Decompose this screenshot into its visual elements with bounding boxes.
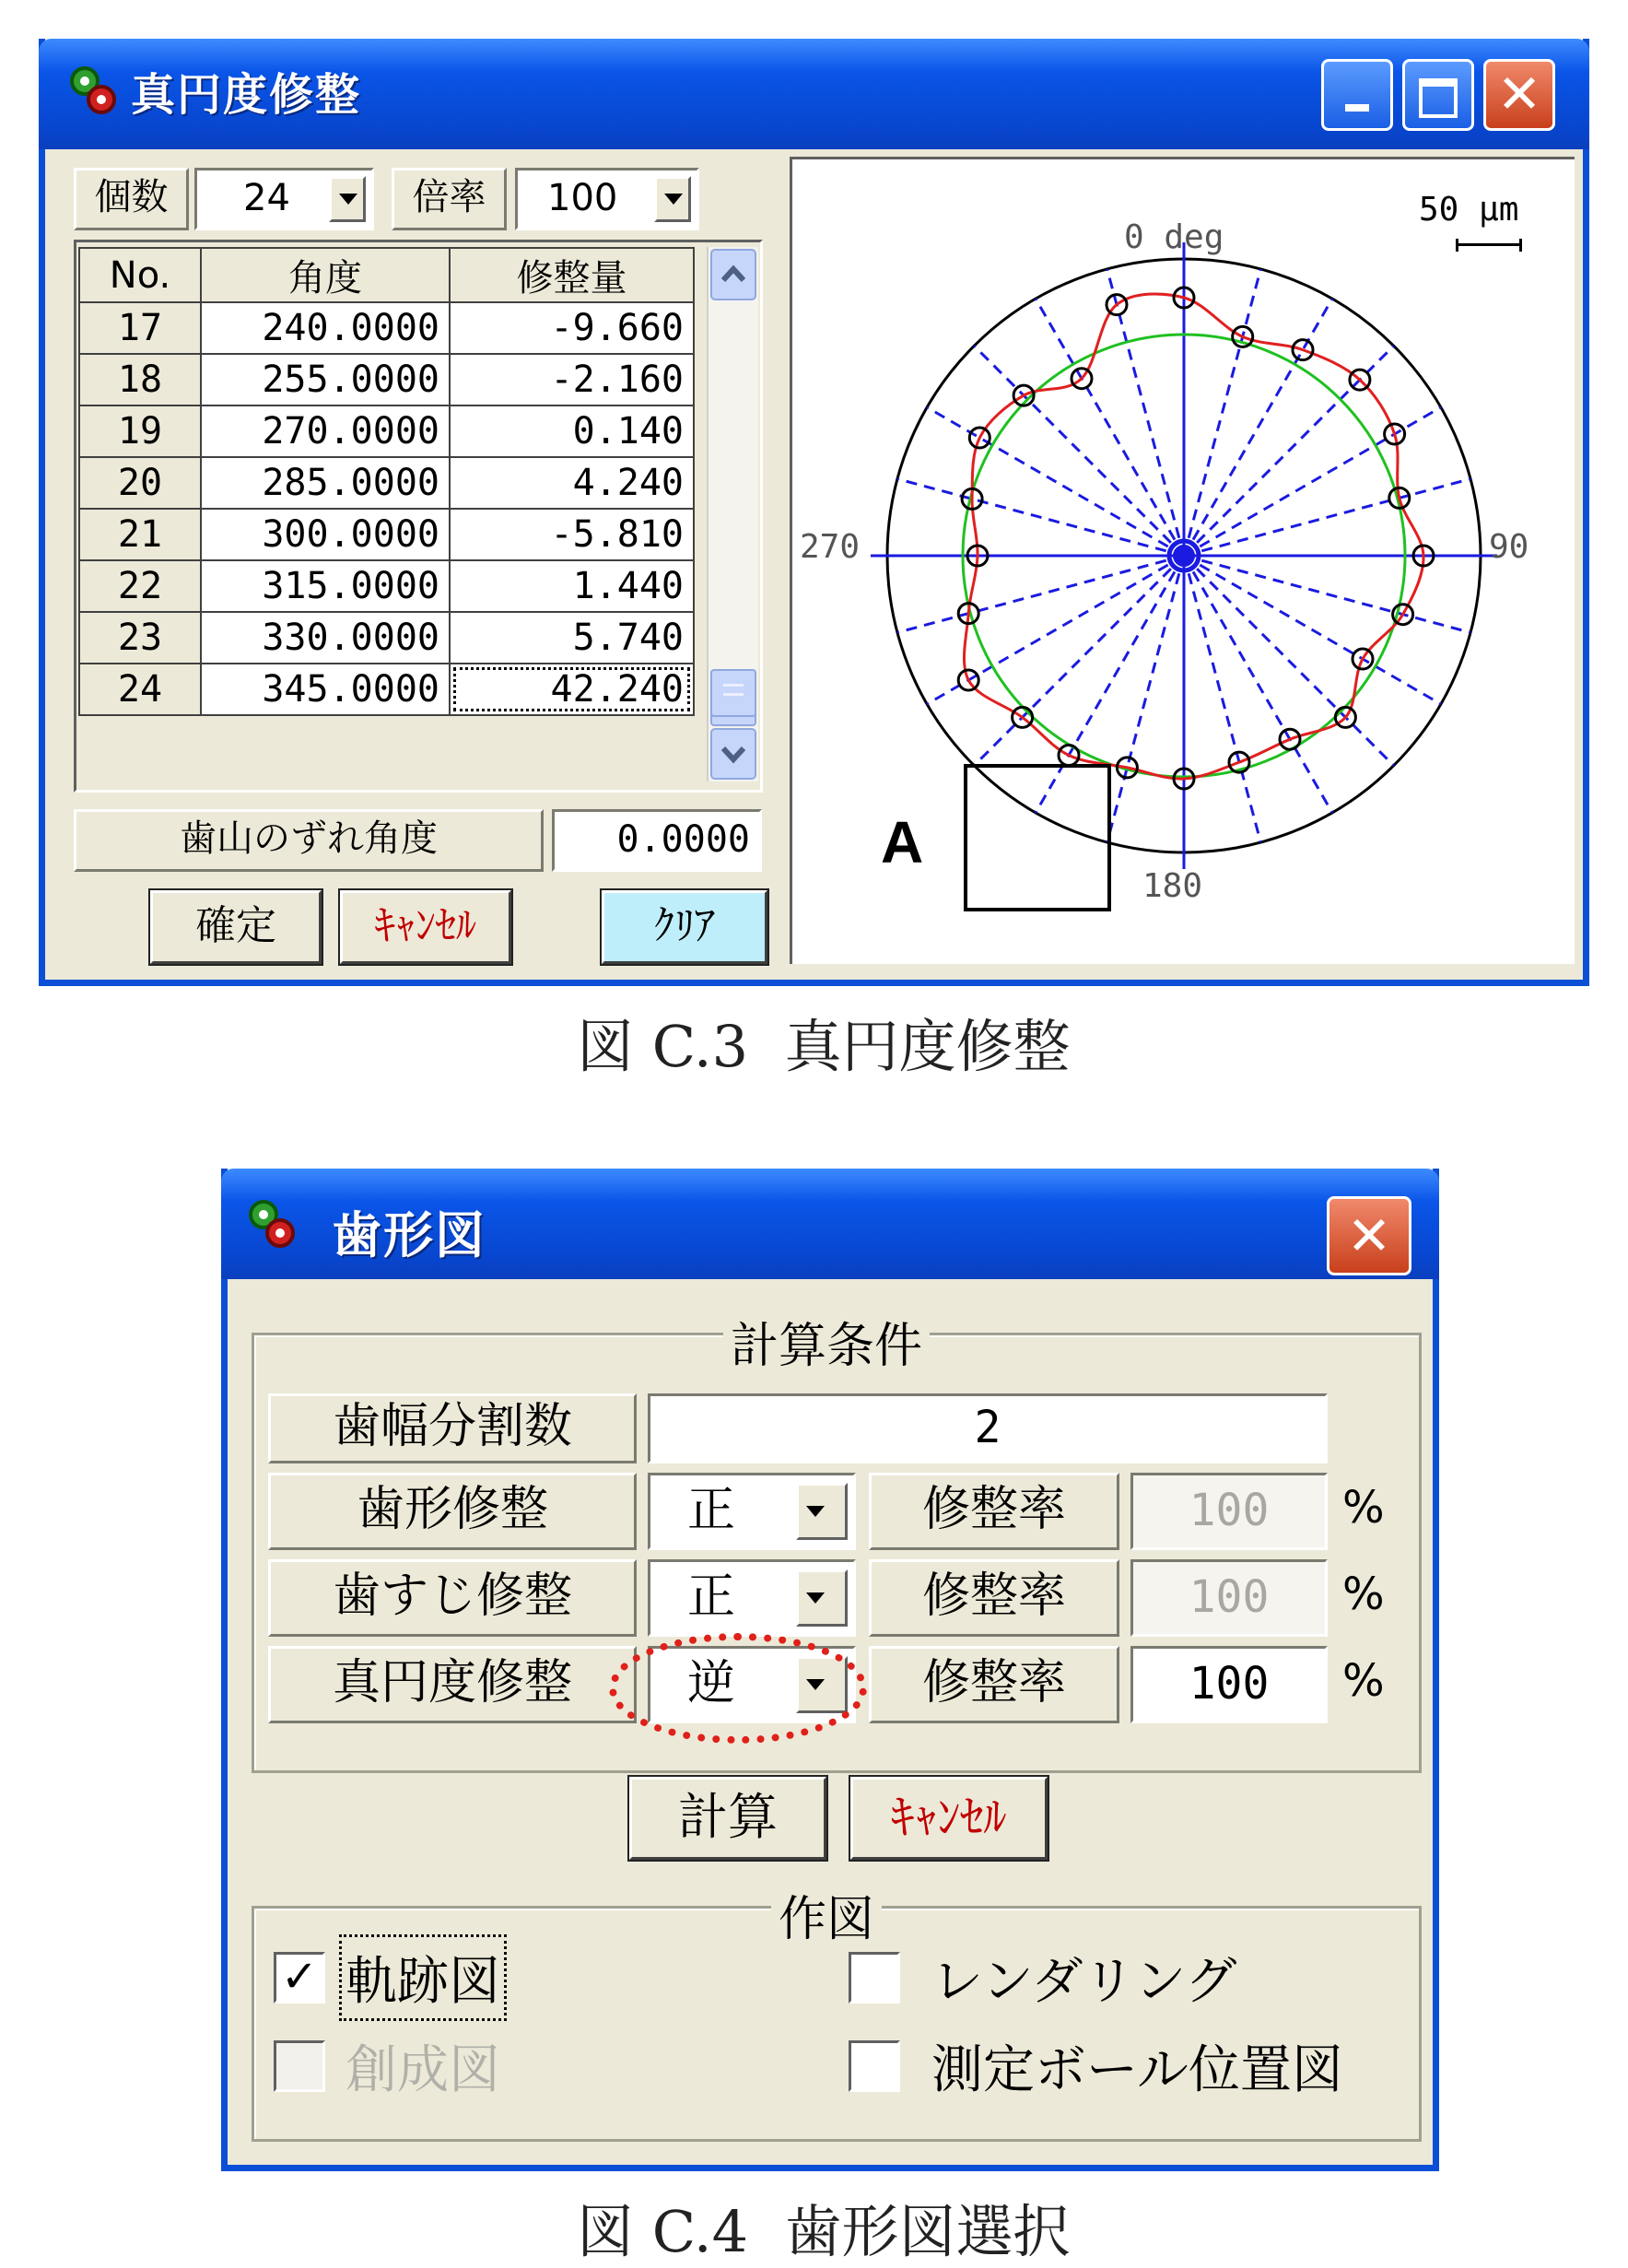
profile-rate-label: 修整率 bbox=[869, 1473, 1119, 1550]
table-row[interactable] bbox=[79, 664, 694, 715]
angle-label-right: 90 bbox=[1489, 528, 1529, 566]
radial-line bbox=[1036, 299, 1184, 556]
trace-checkbox[interactable] bbox=[274, 1952, 325, 2004]
roundness-window bbox=[39, 39, 1589, 986]
row-angle[interactable]: 300.0000 bbox=[201, 509, 450, 560]
row-angle[interactable]: 345.0000 bbox=[201, 664, 450, 715]
row-angle[interactable]: 285.0000 bbox=[201, 457, 450, 509]
clear-button[interactable]: ｸﾘｱ bbox=[602, 890, 767, 964]
close-button[interactable] bbox=[1327, 1196, 1411, 1275]
division-label: 歯幅分割数 bbox=[268, 1393, 637, 1463]
app-gear-icon bbox=[243, 1194, 299, 1253]
angle-label-bottom: 180 bbox=[1142, 867, 1203, 905]
close-icon: ✕ bbox=[1496, 63, 1542, 125]
scale-value: 100 bbox=[547, 177, 618, 219]
profile-rate-field: 100 bbox=[1130, 1473, 1328, 1550]
ball-position-checkbox[interactable] bbox=[849, 2040, 900, 2092]
close-icon: ✕ bbox=[1346, 1205, 1392, 1267]
angle-label-left: 270 bbox=[800, 528, 861, 566]
profile-correction-value: 正 bbox=[687, 1483, 736, 1538]
render-label[interactable]: レンダリング bbox=[931, 1952, 1237, 2012]
header-amount: 修整量 bbox=[450, 248, 694, 302]
angle-label-top: 0 deg bbox=[1124, 218, 1224, 256]
radial-line bbox=[897, 479, 1184, 556]
header-no: No. bbox=[79, 248, 201, 302]
radial-line bbox=[974, 346, 1184, 556]
scroll-thumb-grip bbox=[710, 669, 756, 717]
render-checkbox[interactable] bbox=[849, 1952, 900, 2004]
figure-caption-c3: 図 C.3 真円度修整 bbox=[577, 1013, 1071, 1080]
row-no: 20 bbox=[79, 457, 201, 509]
radial-line bbox=[1184, 269, 1260, 556]
row-angle[interactable]: 255.0000 bbox=[201, 354, 450, 405]
count-label: 個数 bbox=[74, 168, 189, 230]
radial-line bbox=[1184, 479, 1470, 556]
count-select[interactable] bbox=[194, 168, 374, 230]
row-amount[interactable]: -5.810 bbox=[450, 509, 694, 560]
chevron-down-icon[interactable] bbox=[329, 176, 366, 222]
profile-correction-label: 歯形修整 bbox=[268, 1473, 637, 1550]
radial-line bbox=[1184, 346, 1394, 556]
generate-label: 創成図 bbox=[346, 2040, 500, 2100]
scale-select[interactable] bbox=[515, 168, 699, 230]
maximize-button[interactable] bbox=[1402, 59, 1474, 131]
radial-line bbox=[1184, 556, 1441, 704]
table-row[interactable] bbox=[79, 457, 694, 509]
row-amount[interactable]: -2.160 bbox=[450, 354, 694, 405]
lead-rate-unit: % bbox=[1342, 1569, 1385, 1620]
close-button[interactable] bbox=[1483, 59, 1555, 131]
table-row[interactable] bbox=[79, 354, 694, 405]
row-amount[interactable]: 1.440 bbox=[450, 560, 694, 612]
minimize-icon bbox=[1345, 104, 1369, 112]
chevron-up-icon bbox=[712, 251, 755, 299]
row-angle[interactable]: 330.0000 bbox=[201, 612, 450, 664]
row-no: 21 bbox=[79, 509, 201, 560]
radial-line bbox=[897, 556, 1184, 632]
marker-label: A bbox=[881, 809, 924, 875]
header-angle: 角度 bbox=[201, 248, 450, 302]
lead-correction-label: 歯すじ修整 bbox=[268, 1559, 637, 1637]
scale-label: 倍率 bbox=[392, 168, 507, 230]
cancel-button[interactable]: ｷｬﾝｾﾙ bbox=[340, 890, 511, 964]
roundness-rate-field[interactable]: 100 bbox=[1130, 1646, 1328, 1723]
generate-checkbox bbox=[274, 2040, 325, 2092]
correction-table bbox=[78, 247, 695, 716]
chevron-down-icon[interactable] bbox=[796, 1569, 848, 1627]
radial-line bbox=[1107, 269, 1184, 556]
maximize-icon bbox=[1419, 78, 1458, 118]
roundness-rate-unit: % bbox=[1342, 1655, 1385, 1707]
table-row[interactable] bbox=[79, 405, 694, 457]
chevron-down-icon bbox=[712, 730, 755, 778]
calculate-button[interactable]: 計算 bbox=[629, 1777, 826, 1860]
cancel-button[interactable]: ｷｬﾝｾﾙ bbox=[850, 1777, 1048, 1860]
checkmark-icon: ✓ bbox=[280, 1951, 319, 2003]
table-row[interactable] bbox=[79, 560, 694, 612]
scroll-up-button[interactable] bbox=[710, 249, 756, 300]
row-amount[interactable]: 4.240 bbox=[450, 457, 694, 509]
chevron-down-icon[interactable] bbox=[654, 176, 691, 222]
profile-rate-unit: % bbox=[1342, 1482, 1385, 1534]
calc-conditions-label: 計算条件 bbox=[723, 1307, 930, 1376]
drawing-group-label: 作図 bbox=[771, 1880, 882, 1949]
window-title: 真円度修整 bbox=[131, 69, 362, 121]
window-title: 歯形図 bbox=[332, 1206, 486, 1264]
ball-position-label[interactable]: 測定ボール位置図 bbox=[931, 2040, 1343, 2100]
minimize-button[interactable] bbox=[1321, 59, 1393, 131]
radial-line bbox=[1184, 556, 1470, 632]
tooth-profile-window bbox=[221, 1169, 1439, 2171]
lead-rate-label: 修整率 bbox=[869, 1559, 1119, 1637]
row-angle[interactable]: 315.0000 bbox=[201, 560, 450, 612]
roundness-correction-value: 逆 bbox=[687, 1656, 736, 1711]
radial-line bbox=[974, 556, 1184, 766]
row-no: 18 bbox=[79, 354, 201, 405]
row-amount[interactable]: 0.140 bbox=[450, 405, 694, 457]
row-no: 17 bbox=[79, 302, 201, 354]
lead-correction-value: 正 bbox=[687, 1569, 736, 1625]
profile-correction-select[interactable] bbox=[648, 1473, 856, 1550]
radial-line bbox=[1184, 299, 1332, 556]
row-no: 19 bbox=[79, 405, 201, 457]
table-row[interactable] bbox=[79, 612, 694, 664]
table-row[interactable] bbox=[79, 509, 694, 560]
row-no: 24 bbox=[79, 664, 201, 715]
marker-box bbox=[964, 764, 1111, 911]
plot-panel bbox=[790, 157, 1575, 964]
roundness-rate-label: 修整率 bbox=[869, 1646, 1119, 1723]
app-gear-icon bbox=[64, 61, 120, 120]
scroll-down-button[interactable] bbox=[710, 728, 756, 780]
radial-line bbox=[927, 407, 1184, 556]
trace-label[interactable]: 軌跡図 bbox=[346, 1941, 500, 2015]
roundness-correction-label: 真円度修整 bbox=[268, 1646, 637, 1723]
row-angle[interactable]: 240.0000 bbox=[201, 302, 450, 354]
row-amount-selected[interactable]: 42.240 bbox=[450, 664, 694, 715]
highlight-ellipse bbox=[609, 1633, 867, 1744]
chevron-down-icon[interactable] bbox=[796, 1483, 848, 1540]
lead-correction-select[interactable] bbox=[648, 1559, 856, 1637]
row-amount[interactable]: 5.740 bbox=[450, 612, 694, 664]
figure-caption-c4: 図 C.4 歯形図選択 bbox=[577, 2198, 1071, 2265]
table-scrollbar[interactable] bbox=[707, 247, 758, 781]
title-bar[interactable] bbox=[221, 1169, 1439, 1279]
division-field[interactable]: 2 bbox=[648, 1393, 1328, 1463]
radial-line bbox=[1184, 556, 1260, 842]
table-row[interactable] bbox=[79, 302, 694, 354]
row-angle[interactable]: 270.0000 bbox=[201, 405, 450, 457]
confirm-button[interactable]: 確定 bbox=[150, 890, 322, 964]
lead-rate-field: 100 bbox=[1130, 1559, 1328, 1637]
table-header bbox=[79, 248, 694, 302]
row-no: 22 bbox=[79, 560, 201, 612]
scale-bar-label: 50 μm bbox=[1419, 191, 1519, 229]
title-bar[interactable] bbox=[39, 39, 1589, 149]
count-value: 24 bbox=[243, 177, 290, 219]
radial-line bbox=[1107, 556, 1184, 842]
row-no: 23 bbox=[79, 612, 201, 664]
offset-label: 歯山のずれ角度 bbox=[74, 809, 544, 872]
scale-bar bbox=[1456, 239, 1522, 252]
row-amount[interactable]: -9.660 bbox=[450, 302, 694, 354]
offset-field[interactable]: 0.0000 bbox=[552, 809, 762, 872]
